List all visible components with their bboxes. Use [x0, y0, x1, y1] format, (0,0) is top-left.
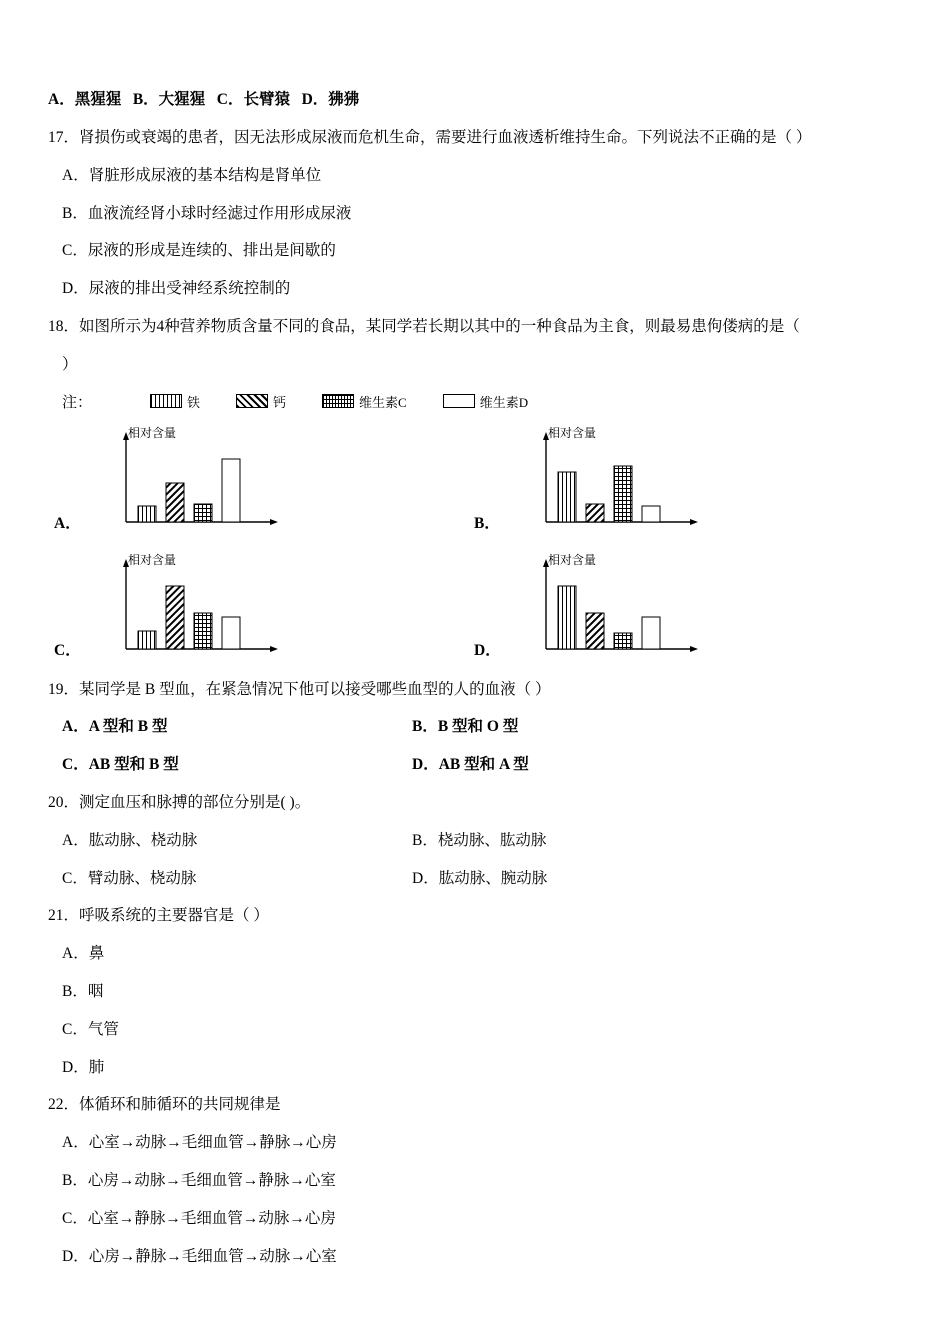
q21-option-b[interactable]: B．咽 — [62, 982, 104, 1000]
chart-b-axis-title: 相对含量 — [548, 425, 597, 440]
question-18-stem: 18．如图所示为4种营养物质含量不同的食品，某同学若长期以其中的一种食品为主食，则最易患佝偻病的是（ — [48, 318, 800, 335]
question-20-stem: 20．测定血压和脉搏的部位分别是( )。 — [48, 793, 311, 811]
legend-label-vitamind: 维生素D — [479, 394, 529, 410]
chart-letter-a: A． — [54, 514, 81, 532]
q19-options-row-2 — [48, 753, 898, 778]
q17-option-b[interactable]: B．血液流经肾小球时经滤过作用形成尿液 — [62, 204, 352, 222]
vitaminc-swatch-icon — [322, 394, 354, 408]
q21-option-d[interactable]: D．肺 — [62, 1058, 105, 1076]
q20-option-d[interactable]: D．肱动脉、腕动脉 — [412, 869, 548, 887]
chart-letter-c: C． — [54, 641, 81, 659]
q20-option-a[interactable]: A．肱动脉、桡动脉 — [62, 831, 198, 849]
q19-option-a[interactable]: A．A 型和 B 型 — [62, 718, 168, 736]
q16-options-line: A．黑猩猩 B．大猩猩 C．长臂猿 D．狒狒 — [48, 91, 360, 108]
q22-option-d[interactable]: D．心房→静脉→毛细血管→动脉→心室 — [62, 1247, 337, 1265]
question-21-stem: 21．呼吸系统的主要器官是（ ） — [48, 907, 269, 925]
chart-option-d[interactable] — [468, 551, 888, 666]
q20-options-row-2 — [48, 867, 898, 892]
q21-option-a[interactable]: A．鼻 — [62, 945, 105, 963]
legend-note-label: 注： — [62, 394, 93, 411]
q19-option-c[interactable]: C．AB 型和 B 型 — [62, 756, 179, 774]
question-22-stem: 22．体循环和肺循环的共同规律是 — [48, 1096, 281, 1114]
chart-row-cd — [48, 551, 898, 666]
legend-item-vitaminc — [322, 392, 407, 411]
question-19-stem: 19．某同学是 B 型血，在紧急情况下他可以接受哪些血型的人的血液（ ） — [48, 680, 551, 698]
legend-item-iron — [150, 392, 200, 411]
q22-option-a[interactable]: A．心室→动脉→毛细血管→静脉→心房 — [62, 1134, 337, 1152]
chart-b — [514, 424, 724, 539]
q17-option-d[interactable]: D．尿液的排出受神经系统控制的 — [62, 280, 291, 298]
legend-label-iron: 铁 — [187, 394, 201, 410]
chart-c-axis-title: 相对含量 — [128, 552, 177, 567]
chart-legend — [48, 391, 898, 412]
q22-option-b[interactable]: B．心房→动脉→毛细血管→静脉→心室 — [62, 1171, 336, 1189]
question-18-stem-cont: ） — [62, 355, 78, 373]
chart-row-ab — [48, 424, 898, 539]
q22-option-c[interactable]: C．心室→静脉→毛细血管→动脉→心房 — [62, 1209, 336, 1227]
q19-options-row-1 — [48, 715, 898, 740]
q17-option-c[interactable]: C．尿液的形成是连续的、排出是间歇的 — [62, 242, 336, 260]
chart-option-c[interactable] — [48, 551, 468, 666]
chart-d-axis-title: 相对含量 — [548, 552, 597, 567]
chart-d — [514, 551, 724, 666]
chart-letter-d: D． — [474, 641, 501, 659]
q21-option-c[interactable]: C．气管 — [62, 1020, 119, 1038]
vitamind-swatch-icon — [443, 394, 475, 408]
legend-label-calcium: 钙 — [273, 394, 287, 410]
calcium-swatch-icon — [236, 394, 268, 408]
q19-option-d[interactable]: D．AB 型和 A 型 — [412, 756, 529, 774]
legend-item-calcium — [236, 392, 286, 411]
q18-chart-options — [48, 424, 898, 666]
question-17-stem: 17．肾损伤或衰竭的患者，因无法形成尿液而危机生命，需要进行血液透析维持生命。下列说法不正确的是（ ） — [48, 129, 812, 147]
q17-option-a[interactable]: A．肾脏形成尿液的基本结构是肾单位 — [62, 166, 322, 184]
q20-options-row-1 — [48, 829, 898, 854]
q20-option-b[interactable]: B．桡动脉、肱动脉 — [412, 831, 547, 849]
chart-a-svg — [94, 424, 304, 539]
legend-item-vitamind — [443, 392, 528, 411]
chart-letter-b: B． — [474, 514, 500, 532]
chart-b-svg — [514, 424, 724, 539]
chart-d-svg — [514, 551, 724, 666]
legend-label-vitaminc: 维生素C — [359, 394, 407, 410]
chart-option-b[interactable] — [468, 424, 888, 539]
chart-c — [94, 551, 304, 666]
q19-option-b[interactable]: B．B 型和 O 型 — [412, 718, 519, 736]
q20-option-c[interactable]: C．臂动脉、桡动脉 — [62, 869, 197, 887]
chart-a — [94, 424, 304, 539]
chart-c-svg — [94, 551, 304, 666]
iron-swatch-icon — [150, 394, 182, 408]
chart-option-a[interactable] — [48, 424, 468, 539]
chart-a-axis-title: 相对含量 — [128, 425, 177, 440]
